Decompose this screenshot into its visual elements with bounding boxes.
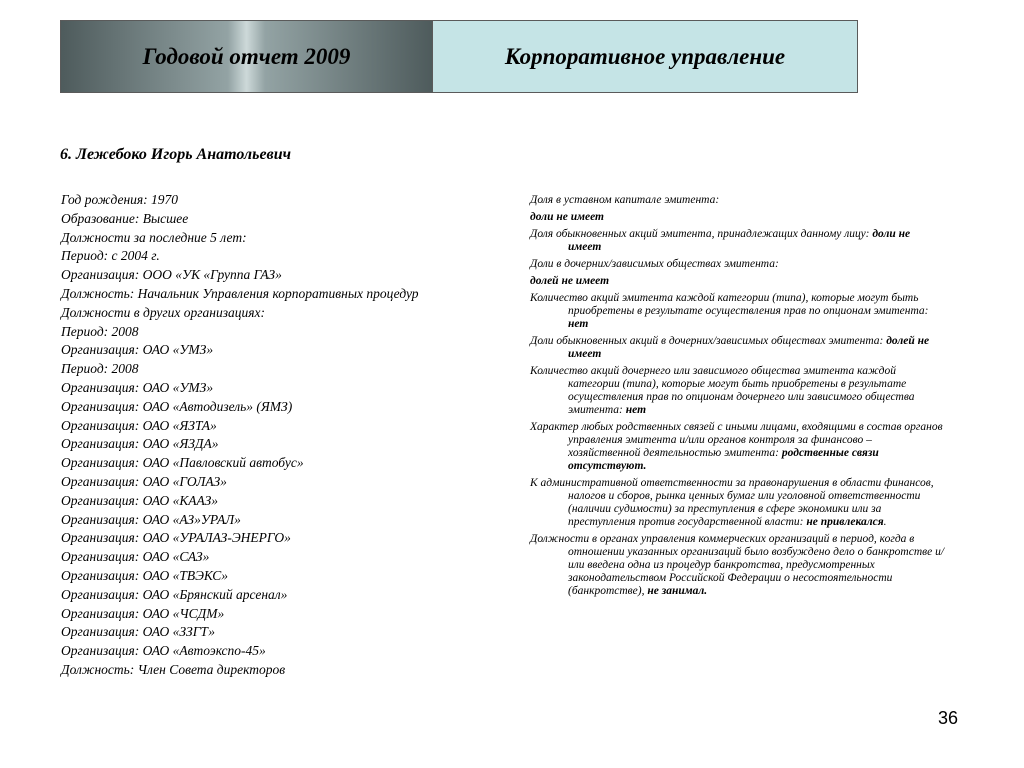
detail-label: Характер любых родственных связей с иными лицами, входящими в состав органов управления эмитента и/или органов контроля за финансово – хозяйственной деятельностью эмитента: bbox=[530, 421, 943, 459]
detail-value: доли не имеет bbox=[530, 211, 604, 223]
detail-label: К административной ответственности за правонарушения в области финансов, налогов и сборов, рынка ценных бумаг или уголовной ответственности (наличии судимости) за преступления в сфере экономики или за преступления против государственной власти: bbox=[530, 477, 934, 528]
person-title: 6. Лежебоко Игорь Анатольевич bbox=[60, 146, 291, 163]
biography-line: Организация: ОАО «Автоэкспо-45» bbox=[61, 643, 266, 659]
biography-line: Организация: ОАО «ЯЗДА» bbox=[61, 436, 219, 452]
detail-paragraph bbox=[530, 477, 945, 529]
biography-line: Организация: ОАО «ЗЗГТ» bbox=[61, 624, 215, 640]
biography-line: Период: 2008 bbox=[61, 323, 139, 339]
biography-line: Образование: Высшее bbox=[61, 210, 189, 226]
page-number: 36 bbox=[938, 708, 959, 728]
header-banner bbox=[60, 20, 858, 93]
biography-line: Организация: ОАО «Автодизель» (ЯМЗ) bbox=[61, 398, 293, 414]
biography-line: Организация: ОАО «Павловский автобус» bbox=[61, 455, 304, 471]
detail-label: Доли обыкновенных акций в дочерних/зависимых обществах эмитента: bbox=[530, 335, 887, 347]
detail-value: не занимал. bbox=[647, 585, 708, 597]
biography-line: Должности за последние 5 лет: bbox=[61, 229, 247, 245]
detail-value: не привлекался bbox=[806, 516, 884, 528]
detail-value: нет bbox=[625, 404, 647, 416]
detail-label: Доля в уставном капитале эмитента: bbox=[530, 194, 720, 206]
detail-paragraph bbox=[530, 533, 945, 598]
detail-paragraph bbox=[530, 211, 945, 224]
report-title: Годовой отчет 2009 bbox=[61, 21, 433, 92]
biography-line: Должность: Начальник Управления корпоративных процедур bbox=[61, 285, 419, 301]
detail-paragraph bbox=[530, 228, 945, 254]
detail-label: Должности в органах управления коммерческих организаций в период, когда в отношении указанных организаций было возбуждено дело о банкротстве и/или введена одна из процедур банкротства, предусмотренных законодательством Российской Федерации о несостоятельности (банкротстве), bbox=[530, 533, 945, 597]
detail-label: Доли в дочерних/зависимых обществах эмитента: bbox=[530, 258, 779, 270]
detail-paragraph bbox=[530, 335, 945, 361]
detail-paragraph bbox=[530, 292, 945, 331]
biography-line: Организация: ОАО «ЯЗТА» bbox=[61, 417, 217, 433]
detail-suffix: . bbox=[883, 516, 887, 528]
detail-value: доли не имеет bbox=[568, 228, 911, 253]
biography-line: Организация: ОАО «УМЗ» bbox=[61, 379, 214, 395]
biography-line: Должности в других организациях: bbox=[61, 304, 266, 320]
biography-list bbox=[61, 191, 511, 680]
biography-line: Период: с 2004 г. bbox=[61, 248, 160, 264]
detail-label: Количество акций эмитента каждой категории (типа), которые могут быть приобретены в результате осуществления прав по опционам эмитента: bbox=[530, 292, 929, 317]
biography-line: Организация: ОАО «ГОЛАЗ» bbox=[61, 473, 227, 489]
detail-label: Доля обыкновенных акций эмитента, принадлежащих данному лицу: bbox=[530, 228, 873, 240]
biography-line: Организация: ОАО «Брянский арсенал» bbox=[61, 586, 288, 602]
biography-line: Организация: ОАО «ЧСДМ» bbox=[61, 605, 225, 621]
biography-line: Организация: ОАО «КААЗ» bbox=[61, 492, 219, 508]
detail-value: родственные связи отсутствуют. bbox=[568, 447, 879, 472]
detail-value: нет bbox=[568, 318, 589, 330]
detail-paragraph bbox=[530, 258, 945, 271]
detail-value: долей не имеет bbox=[530, 275, 610, 287]
biography-line: Организация: ОАО «САЗ» bbox=[61, 549, 210, 565]
biography-line: Организация: ОАО «УМЗ» bbox=[61, 342, 214, 358]
detail-label: Количество акций дочернего или зависимого общества эмитента каждой категории (типа), которые могут быть приобретены в результате осуществления прав по опционам дочернего или зависимого общества эмитента: bbox=[530, 365, 915, 416]
detail-paragraph bbox=[530, 365, 945, 417]
biography-line: Период: 2008 bbox=[61, 361, 139, 377]
ownership-details bbox=[530, 194, 945, 602]
detail-value: долей не имеет bbox=[568, 335, 930, 360]
biography-line: Организация: ОАО «АЗ»УРАЛ» bbox=[61, 511, 241, 527]
detail-paragraph bbox=[530, 275, 945, 288]
biography-line: Должность: Член Совета директоров bbox=[61, 661, 286, 677]
detail-paragraph bbox=[530, 421, 945, 473]
biography-line: Год рождения: 1970 bbox=[61, 192, 179, 207]
detail-paragraph bbox=[530, 194, 945, 207]
biography-line: Организация: ОАО «ТВЭКС» bbox=[61, 567, 229, 583]
biography-line: Организация: ООО «УК «Группа ГАЗ» bbox=[61, 267, 282, 283]
section-title: Корпоративное управление bbox=[433, 21, 857, 92]
biography-line: Организация: ОАО «УРАЛАЗ-ЭНЕРГО» bbox=[61, 530, 291, 546]
